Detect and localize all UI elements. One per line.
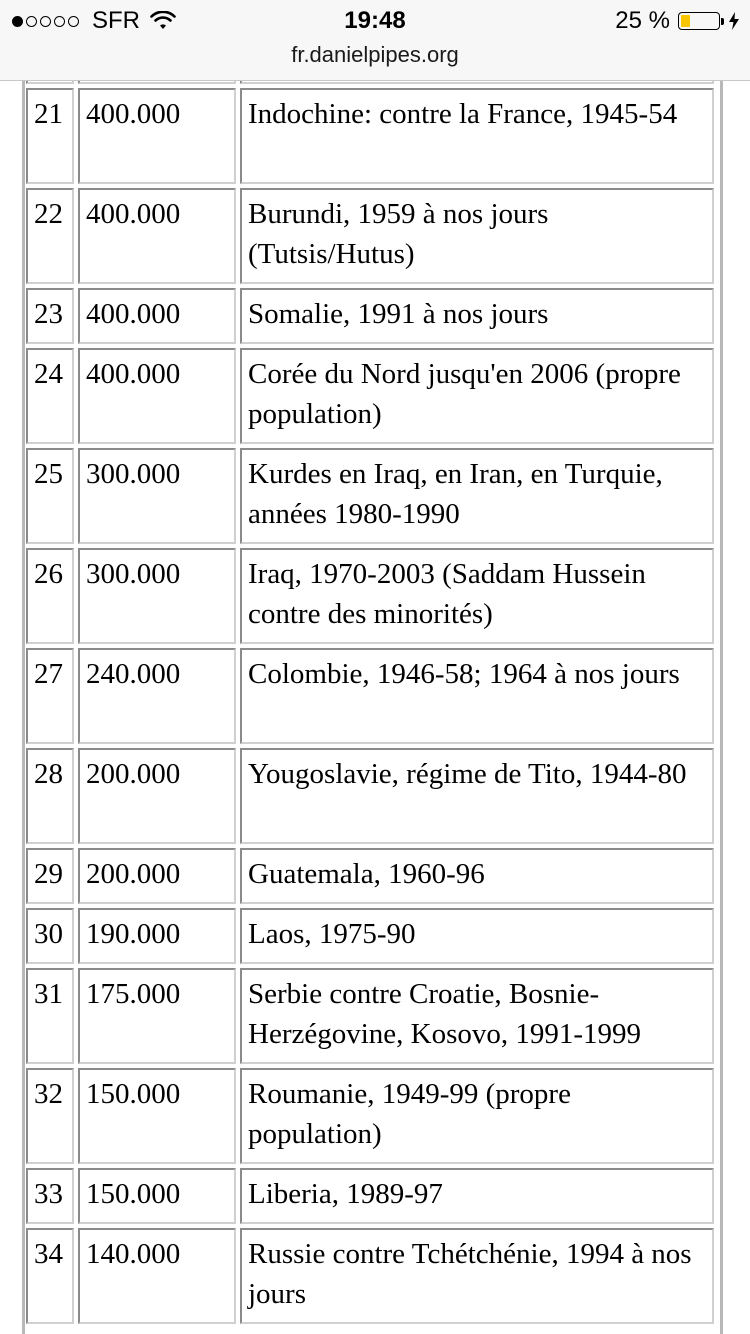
rank-cell: 31 xyxy=(26,968,74,1064)
description-cell: Corée du Nord jusqu'en 2006 (propre population) xyxy=(240,348,714,444)
count-cell: 400.000 xyxy=(78,288,236,344)
rank-cell: 28 xyxy=(26,748,74,844)
count-cell: 400.000 xyxy=(78,348,236,444)
description-cell: Burundi, 1959 à nos jours (Tutsis/Hutus) xyxy=(240,188,714,284)
rank-cell: 27 xyxy=(26,648,74,744)
table-row xyxy=(26,1068,714,1164)
rank-cell: 25 xyxy=(26,448,74,544)
table-body xyxy=(26,28,714,1324)
battery-icon xyxy=(678,12,720,30)
table-row xyxy=(26,748,714,844)
rank-cell: 34 xyxy=(26,1228,74,1324)
rank-cell: 24 xyxy=(26,348,74,444)
rank-cell: 32 xyxy=(26,1068,74,1164)
battery-tip xyxy=(721,18,724,25)
count-cell: 150.000 xyxy=(78,1168,236,1224)
table-row xyxy=(26,88,714,184)
description-cell: Iraq, 1970-2003 (Saddam Hussein contre des minorités) xyxy=(240,548,714,644)
rank-cell: 23 xyxy=(26,288,74,344)
count-cell: 140.000 xyxy=(78,1228,236,1324)
count-cell: 240.000 xyxy=(78,648,236,744)
table-row xyxy=(26,348,714,444)
table-row xyxy=(26,648,714,744)
table-row xyxy=(26,848,714,904)
description-cell: Colombie, 1946-58; 1964 à nos jours xyxy=(240,648,714,744)
count-cell: 400.000 xyxy=(78,188,236,284)
count-cell: 200.000 xyxy=(78,748,236,844)
count-cell: 150.000 xyxy=(78,1068,236,1164)
count-cell: 200.000 xyxy=(78,848,236,904)
count-cell: 300.000 xyxy=(78,548,236,644)
rank-cell: 21 xyxy=(26,88,74,184)
table-row xyxy=(26,1168,714,1224)
count-cell: 190.000 xyxy=(78,908,236,964)
rank-cell: 26 xyxy=(26,548,74,644)
description-cell: Roumanie, 1949-99 (propre population) xyxy=(240,1068,714,1164)
url-bar[interactable]: fr.danielpipes.org xyxy=(291,42,459,67)
description-cell: Laos, 1975-90 xyxy=(240,908,714,964)
battery-percent: 25 % xyxy=(615,7,670,34)
carrier-name: SFR xyxy=(92,7,140,34)
description-cell: Yougoslavie, régime de Tito, 1944-80 xyxy=(240,748,714,844)
rank-cell: 29 xyxy=(26,848,74,904)
table-row xyxy=(26,1228,714,1324)
rank-cell: 33 xyxy=(26,1168,74,1224)
table-row xyxy=(26,908,714,964)
clock: 19:48 xyxy=(344,7,406,34)
count-cell: 300.000 xyxy=(78,448,236,544)
rank-cell: 30 xyxy=(26,908,74,964)
table-row xyxy=(26,968,714,1064)
description-cell: Liberia, 1989-97 xyxy=(240,1168,714,1224)
battery-fill xyxy=(681,15,690,27)
status-bar xyxy=(0,0,750,81)
count-cell: 400.000 xyxy=(78,88,236,184)
table-row xyxy=(26,188,714,284)
description-cell: Guatemala, 1960-96 xyxy=(240,848,714,904)
status-right xyxy=(615,6,740,36)
description-cell: Indochine: contre la France, 1945-54 xyxy=(240,88,714,184)
description-cell: Somalie, 1991 à nos jours xyxy=(240,288,714,344)
table-row xyxy=(26,548,714,644)
table-row xyxy=(26,448,714,544)
rank-cell: 22 xyxy=(26,188,74,284)
description-cell: Kurdes en Iraq, en Iran, en Turquie, années 1980-1990 xyxy=(240,448,714,544)
death-toll-table xyxy=(22,24,718,1328)
count-cell: 175.000 xyxy=(78,968,236,1064)
description-cell: Serbie contre Croatie, Bosnie-Herzégovine, Kosovo, 1991-1999 xyxy=(240,968,714,1064)
table-row xyxy=(26,288,714,344)
page-border-right xyxy=(720,60,723,1334)
charging-bolt-icon xyxy=(728,12,740,30)
description-cell: Russie contre Tchétchénie, 1994 à nos jours xyxy=(240,1228,714,1324)
